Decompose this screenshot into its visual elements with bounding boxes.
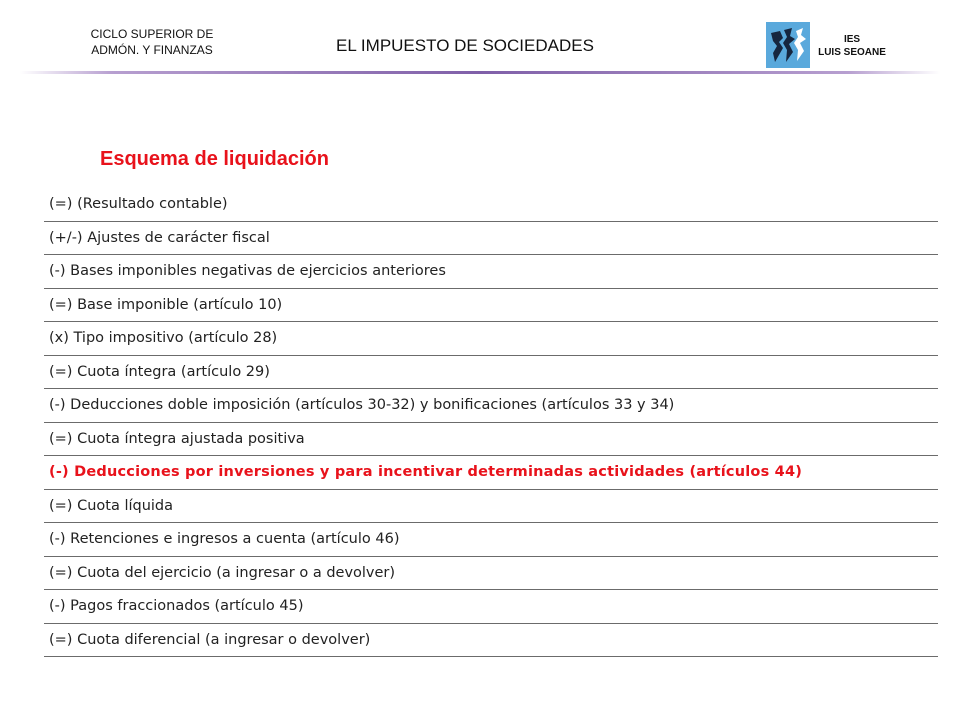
course-name-line-1: CICLO SUPERIOR DE	[90, 27, 214, 41]
course-name-line-2: ADMÓN. Y FINANZAS	[91, 43, 213, 57]
course-name	[72, 26, 232, 58]
scheme-row: (=) Base imponible (artículo 10)	[44, 289, 938, 323]
scheme-row: (+/-) Ajustes de carácter fiscal	[44, 222, 938, 256]
school-name	[812, 33, 892, 59]
scheme-row: (x) Tipo impositivo (artículo 28)	[44, 322, 938, 356]
scheme-row: (=) Cuota del ejercicio (a ingresar o a devolver)	[44, 557, 938, 591]
header-divider	[20, 71, 940, 74]
scheme-row: (-) Deducciones doble imposición (artículos 30-32) y bonificaciones (artículos 33 y 34)	[44, 389, 938, 423]
scheme-row-highlighted: (-) Deducciones por inversiones y para incentivar determinadas actividades (artículos 44)	[44, 456, 938, 490]
scheme-row: (=) Cuota íntegra ajustada positiva	[44, 423, 938, 457]
liquidation-scheme-list	[44, 188, 938, 657]
ies-luis-seoane-logo-icon	[766, 22, 810, 68]
scheme-row: (=) Cuota líquida	[44, 490, 938, 524]
scheme-row: (=) Cuota íntegra (artículo 29)	[44, 356, 938, 390]
scheme-row: (=) (Resultado contable)	[44, 188, 938, 222]
school-name-line-2: LUIS SEOANE	[818, 47, 886, 58]
scheme-row: (-) Bases imponibles negativas de ejercicios anteriores	[44, 255, 938, 289]
page-title: EL IMPUESTO DE SOCIEDADES	[336, 36, 594, 55]
scheme-row: (-) Retenciones e ingresos a cuenta (artículo 46)	[44, 523, 938, 557]
scheme-row: (-) Pagos fraccionados (artículo 45)	[44, 590, 938, 624]
scheme-row: (=) Cuota diferencial (a ingresar o devolver)	[44, 624, 938, 658]
section-title: Esquema de liquidación	[100, 148, 329, 170]
school-name-line-1: IES	[843, 34, 861, 45]
